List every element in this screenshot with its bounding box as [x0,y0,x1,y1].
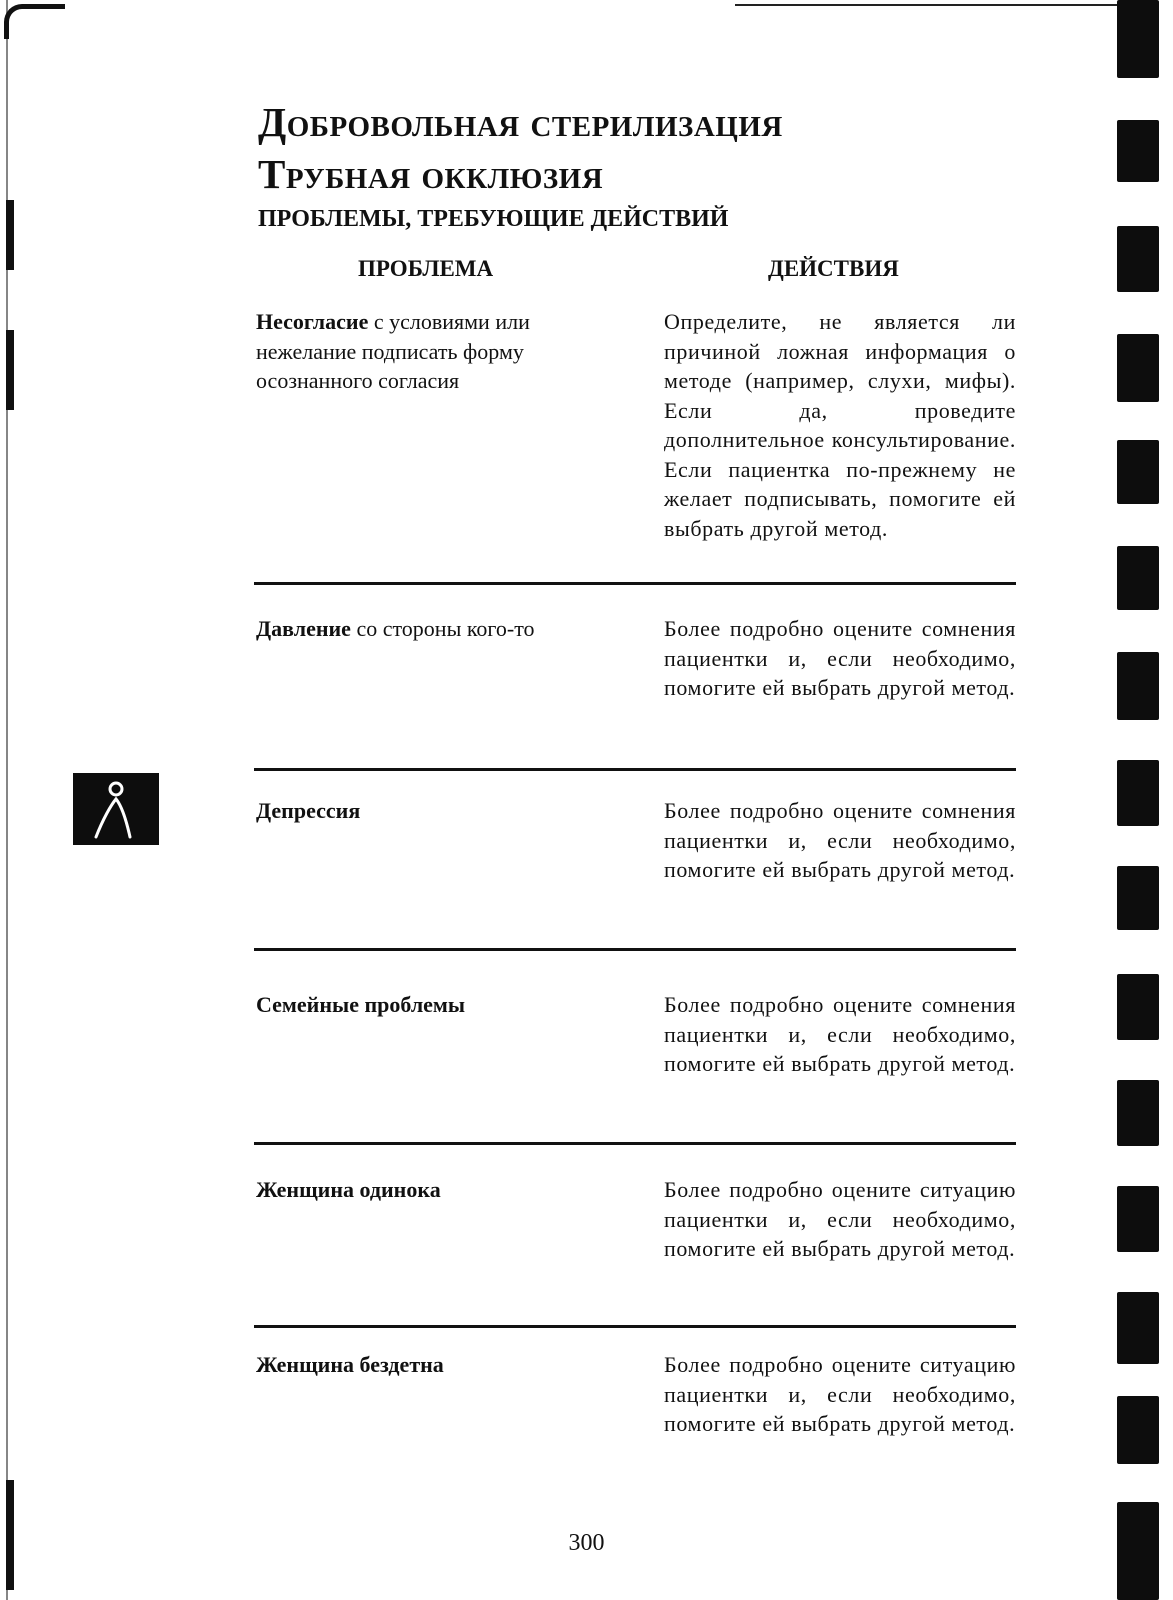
row-divider [254,1142,1016,1145]
index-tab-marker [1117,652,1159,720]
index-tab-marker [1117,1396,1159,1464]
person-figure-icon [73,773,159,845]
action-cell: Более подробно оцените ситуацию пациентки и, если необходимо, помогите ей выбрать другой метод. [664,1352,1016,1436]
index-tab-marker [1117,1292,1159,1364]
index-tab-marker [1117,974,1159,1040]
page-title [258,96,783,200]
problem-cell [256,1350,626,1380]
table-row [254,307,1016,577]
problem-cell [256,307,626,396]
page-number: 300 [568,1530,605,1556]
table-row [254,990,1016,1110]
problem-cell [256,1175,626,1205]
index-tab-marker [1117,1186,1159,1252]
row-divider [254,582,1016,585]
column-header-actions: ДЕЙСТВИЯ [768,256,899,281]
problem-keyword: Давление [256,616,351,641]
table-row [254,1350,1016,1470]
index-tab-marker [1117,0,1159,78]
action-cell: Более подробно оцените сомнения пациентки и, если необходимо, помогите ей выбрать другой метод. [664,992,1016,1076]
index-tab-marker [1117,1080,1159,1146]
action-cell: Более подробно оцените ситуацию пациентки и, если необходимо, помогите ей выбрать другой метод. [664,1177,1016,1261]
problem-keyword: Женщина бездетна [256,1352,444,1377]
scan-edge-mark [6,330,14,410]
scan-edge-mark [6,200,14,270]
person-figure-icon [73,773,159,845]
problem-keyword: Несогласие [256,309,369,334]
table-row [254,796,1016,916]
row-divider [254,948,1016,951]
table-row [254,614,1016,734]
scan-top-rule [735,4,1135,6]
problem-cell [256,796,626,826]
problem-cell [256,614,626,644]
scan-corner-artifact [4,4,65,39]
action-cell: Более подробно оцените сомнения пациентки и, если необходимо, помогите ей выбрать другой метод. [664,616,1016,700]
problem-cell [256,990,626,1020]
index-tab-marker [1117,226,1159,292]
action-cell: Определите, не является ли причиной ложная информация о методе (например, слухи, мифы). Если да, проведите дополнительное консультирование. Если пациентка по-прежнему не желает подписывать, помогите ей выбрать другой метод. [664,309,1016,541]
problem-keyword: Депрессия [256,798,361,823]
section-heading: ПРОБЛЕМЫ, ТРЕБУЮЩИЕ ДЕЙСТВИЙ [258,206,729,232]
table-row [254,1175,1016,1295]
index-tab-marker [1117,546,1159,610]
row-divider [254,1325,1016,1328]
title-line-1: Добровольная стерилизация [258,99,783,145]
index-tab-marker [1117,120,1159,182]
title-line-2: Трубная окклюзия [258,151,604,197]
row-divider [254,768,1016,771]
index-tab-marker [1117,760,1159,826]
problem-keyword: Женщина одинока [256,1177,441,1202]
column-header-problem: ПРОБЛЕМА [358,256,494,281]
index-tab-marker [1117,440,1159,504]
problem-text: со стороны кого-то [350,616,535,641]
index-tab-marker [1117,334,1159,402]
index-tab-marker [1117,866,1159,930]
action-cell: Более подробно оцените сомнения пациентки и, если необходимо, помогите ей выбрать другой метод. [664,798,1016,882]
problem-keyword: Семейные проблемы [256,992,466,1017]
problem-text: с условиями или нежелание подписать форму осознанного согласия [256,309,530,393]
